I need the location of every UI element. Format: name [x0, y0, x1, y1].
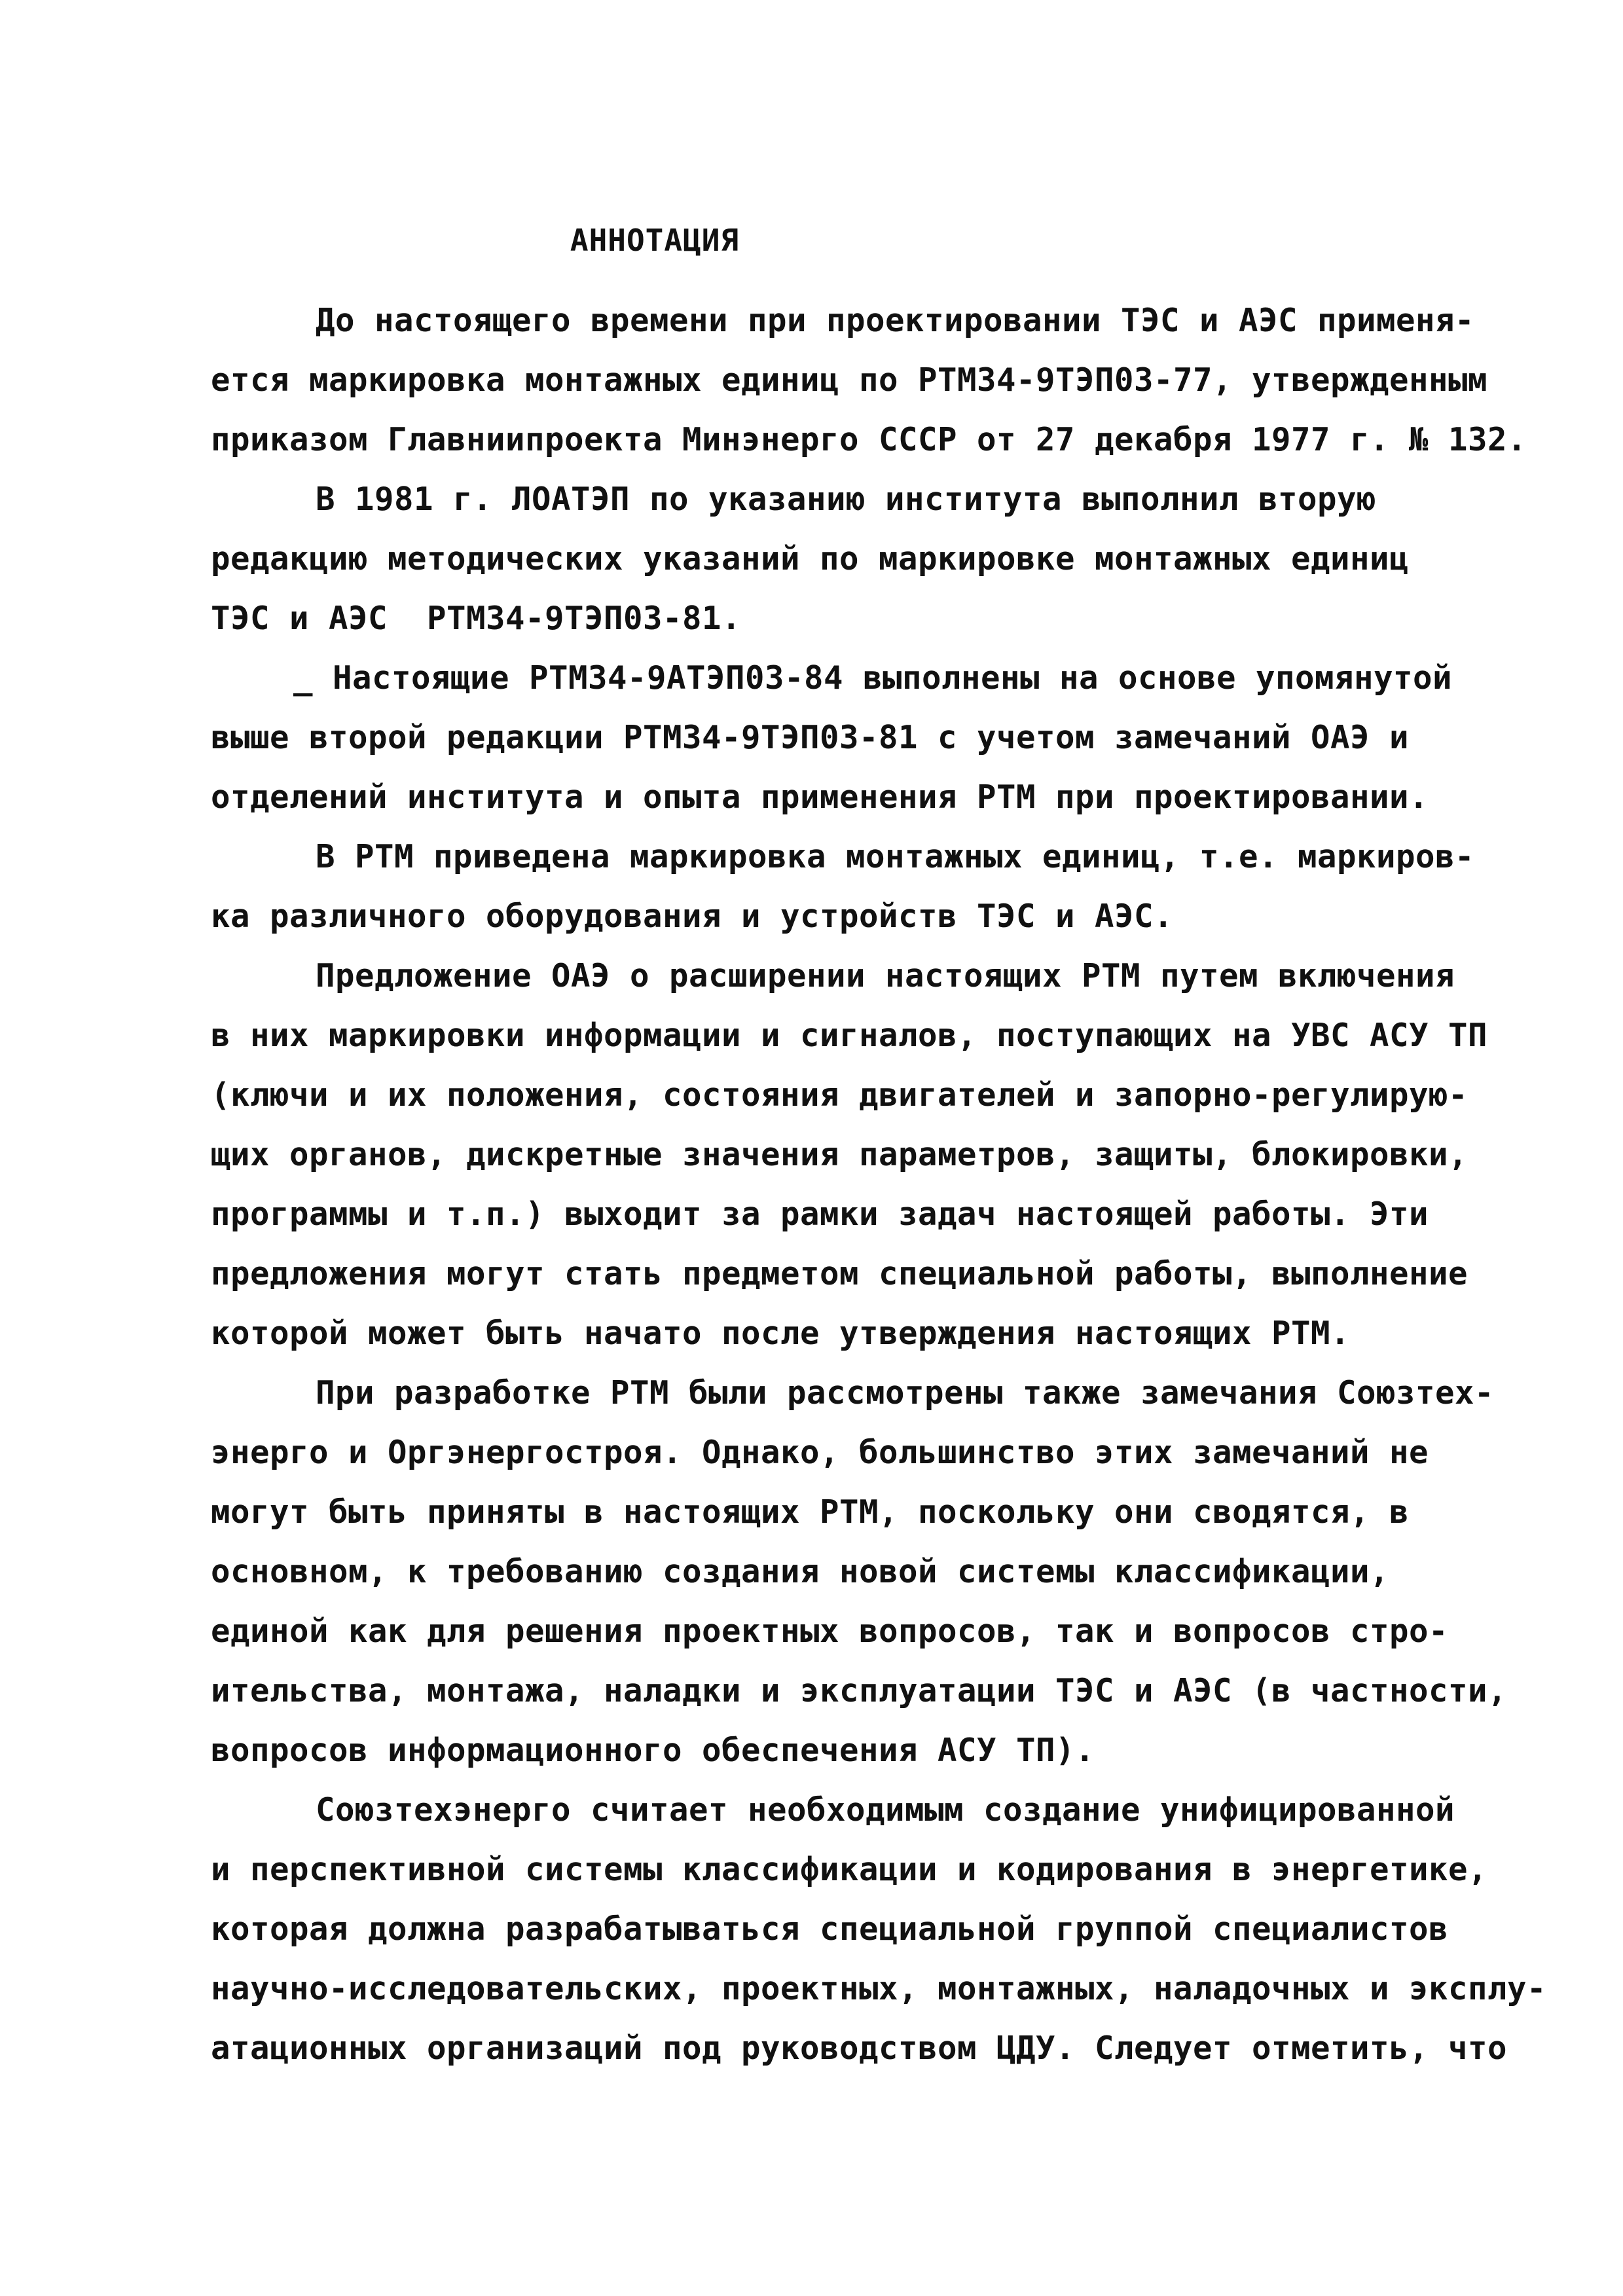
document-title: АННОТАЦИЯ — [570, 223, 740, 258]
text-line: ка различного оборудования и устройств ТЭС и АЭС. — [211, 898, 1174, 935]
text-line: ТЭС и АЭС РТМ34-9ТЭП03-81. — [211, 600, 742, 637]
text-line: ительства, монтажа, наладки и эксплуатации ТЭС и АЭС (в частности, — [211, 1672, 1508, 1709]
text-line: вопросов информационного обеспечения АСУ ТП). — [211, 1732, 1095, 1769]
text-line: _ Настоящие РТМ34-9АТЭП03-84 выполнены на основе упомянутой — [293, 659, 1453, 697]
text-line: энерго и Оргэнергостроя. Однако, большинство этих замечаний не — [211, 1434, 1429, 1471]
text-line: атационных организаций под руководством ЦДУ. Следует отметить, что — [211, 2030, 1508, 2067]
text-line: основном, к требованию создания новой системы классификации, — [211, 1553, 1390, 1590]
text-line: При разработке РТМ были рассмотрены также замечания Союзтех- — [316, 1374, 1495, 1412]
text-line: В РТМ приведена маркировка монтажных единиц, т.е. маркиров- — [316, 838, 1475, 875]
text-line: Союзтехэнерго считает необходимым создание унифицированной — [316, 1791, 1455, 1829]
text-line: которой может быть начато после утверждения настоящих РТМ. — [211, 1315, 1351, 1352]
text-line: могут быть приняты в настоящих РТМ, поскольку они сводятся, в — [211, 1493, 1410, 1531]
text-line: (ключи и их положения, состояния двигателей и запорно-регулирую- — [211, 1076, 1468, 1114]
text-line: редакцию методических указаний по маркировке монтажных единиц — [211, 540, 1410, 577]
text-line: единой как для решения проектных вопросов, так и вопросов стро- — [211, 1613, 1449, 1650]
text-line: предложения могут стать предметом специальной работы, выполнение — [211, 1255, 1468, 1292]
text-line: в них маркировки информации и сигналов, поступающих на УВС АСУ ТП — [211, 1017, 1488, 1054]
text-line: которая должна разрабатываться специальной группой специалистов — [211, 1910, 1449, 1948]
text-line: Предложение ОАЭ о расширении настоящих РТМ путем включения — [316, 957, 1455, 994]
text-line: щих органов, дискретные значения параметров, защиты, блокировки, — [211, 1136, 1468, 1173]
text-line: До настоящего времени при проектировании ТЭС и АЭС применя- — [316, 302, 1475, 339]
text-line: программы и т.п.) выходит за рамки задач настоящей работы. Эти — [211, 1195, 1429, 1233]
text-line: и перспективной системы классификации и кодирования в энергетике, — [211, 1851, 1488, 1888]
text-line: отделений института и опыта применения РТМ при проектировании. — [211, 778, 1429, 816]
text-line: научно-исследовательских, проектных, монтажных, наладочных и эксплу- — [211, 1970, 1547, 2007]
text-line: приказом Главниипроекта Минэнерго СССР от 27 декабря 1977 г. № 132. — [211, 421, 1527, 458]
text-line: ется маркировка монтажных единиц по РТМ34-9ТЭП03-77, утвержденным — [211, 361, 1488, 399]
text-line: выше второй редакции РТМ34-9ТЭП03-81 с учетом замечаний ОАЭ и — [211, 719, 1410, 756]
text-line: В 1981 г. ЛОАТЭП по указанию института выполнил вторую — [316, 481, 1377, 518]
